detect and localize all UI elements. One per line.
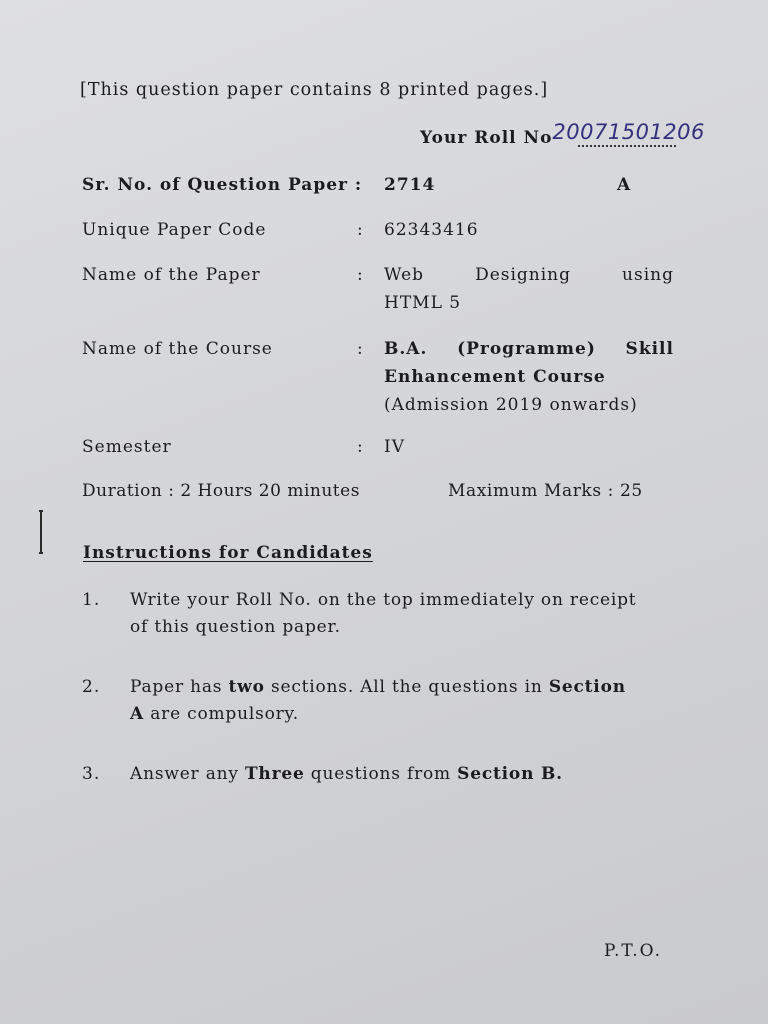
- course-name-word: Skill: [625, 339, 674, 359]
- instruction-emphasis: A: [130, 704, 144, 724]
- instructions-title: Instructions for Candidates: [83, 543, 373, 563]
- course-name-word: (Programme): [457, 339, 596, 359]
- semester-label: Semester: [82, 437, 172, 457]
- course-name-line3: (Admission 2019 onwards): [384, 395, 638, 415]
- page-count-note: [This question paper contains 8 printed pages.]: [80, 80, 549, 100]
- course-name-label: Name of the Course: [82, 339, 273, 359]
- instruction-emphasis: Section: [548, 677, 626, 697]
- instruction-text: Answer any: [130, 764, 245, 784]
- paper-name-line2: HTML 5: [384, 293, 462, 313]
- instruction-number: 1.: [82, 590, 101, 610]
- paper-code-label: Unique Paper Code: [82, 220, 267, 240]
- paper-code-colon: :: [357, 220, 364, 240]
- instruction-number: 2.: [82, 677, 101, 697]
- instruction-text: sections. All the questions in: [264, 677, 549, 697]
- instruction-text: questions from: [304, 764, 458, 784]
- semester-colon: :: [357, 437, 364, 457]
- course-name-word: B.A.: [384, 339, 428, 359]
- paper-name-colon: :: [357, 265, 364, 285]
- paper-set: A: [617, 175, 632, 195]
- instruction-text: are compulsory.: [144, 704, 299, 724]
- paper-name-line1: [384, 265, 674, 285]
- semester-value: IV: [384, 437, 405, 457]
- paper-code-value: 62343416: [384, 220, 479, 240]
- paper-name-word: Web: [384, 265, 425, 285]
- instruction-text: Paper has: [130, 677, 229, 697]
- paper-name-word: using: [622, 265, 674, 285]
- sr-no-label: Sr. No. of Question Paper :: [82, 175, 363, 195]
- instruction-emphasis: Section B.: [457, 764, 563, 784]
- please-turn-over: P.T.O.: [604, 941, 662, 961]
- paper-name-label: Name of the Paper: [82, 265, 261, 285]
- instruction-2-line1: [130, 677, 626, 697]
- instruction-emphasis: two: [228, 677, 265, 697]
- maximum-marks: Maximum Marks : 25: [448, 481, 643, 501]
- paper-name-word: Designing: [475, 265, 572, 285]
- course-name-line2: Enhancement Course: [384, 367, 606, 387]
- instruction-number: 3.: [82, 764, 101, 784]
- roll-number-dotted-line: [578, 145, 676, 147]
- course-name-colon: :: [357, 339, 364, 359]
- instruction-1-line2: of this question paper.: [130, 617, 341, 637]
- margin-pen-mark: [40, 510, 42, 554]
- instruction-2-line2: [130, 704, 299, 724]
- roll-number-line: [420, 120, 705, 148]
- instruction-emphasis: Three: [244, 764, 305, 784]
- sr-no-value: 2714: [384, 175, 436, 195]
- course-name-line1: [384, 339, 674, 359]
- roll-number-label: Your Roll No: [420, 128, 553, 148]
- roll-number-handwritten: 20071501206: [552, 120, 705, 144]
- instruction-1-line1: Write your Roll No. on the top immediately on receipt: [130, 590, 637, 610]
- duration: Duration : 2 Hours 20 minutes: [82, 481, 360, 501]
- instruction-3-line1: [130, 764, 563, 784]
